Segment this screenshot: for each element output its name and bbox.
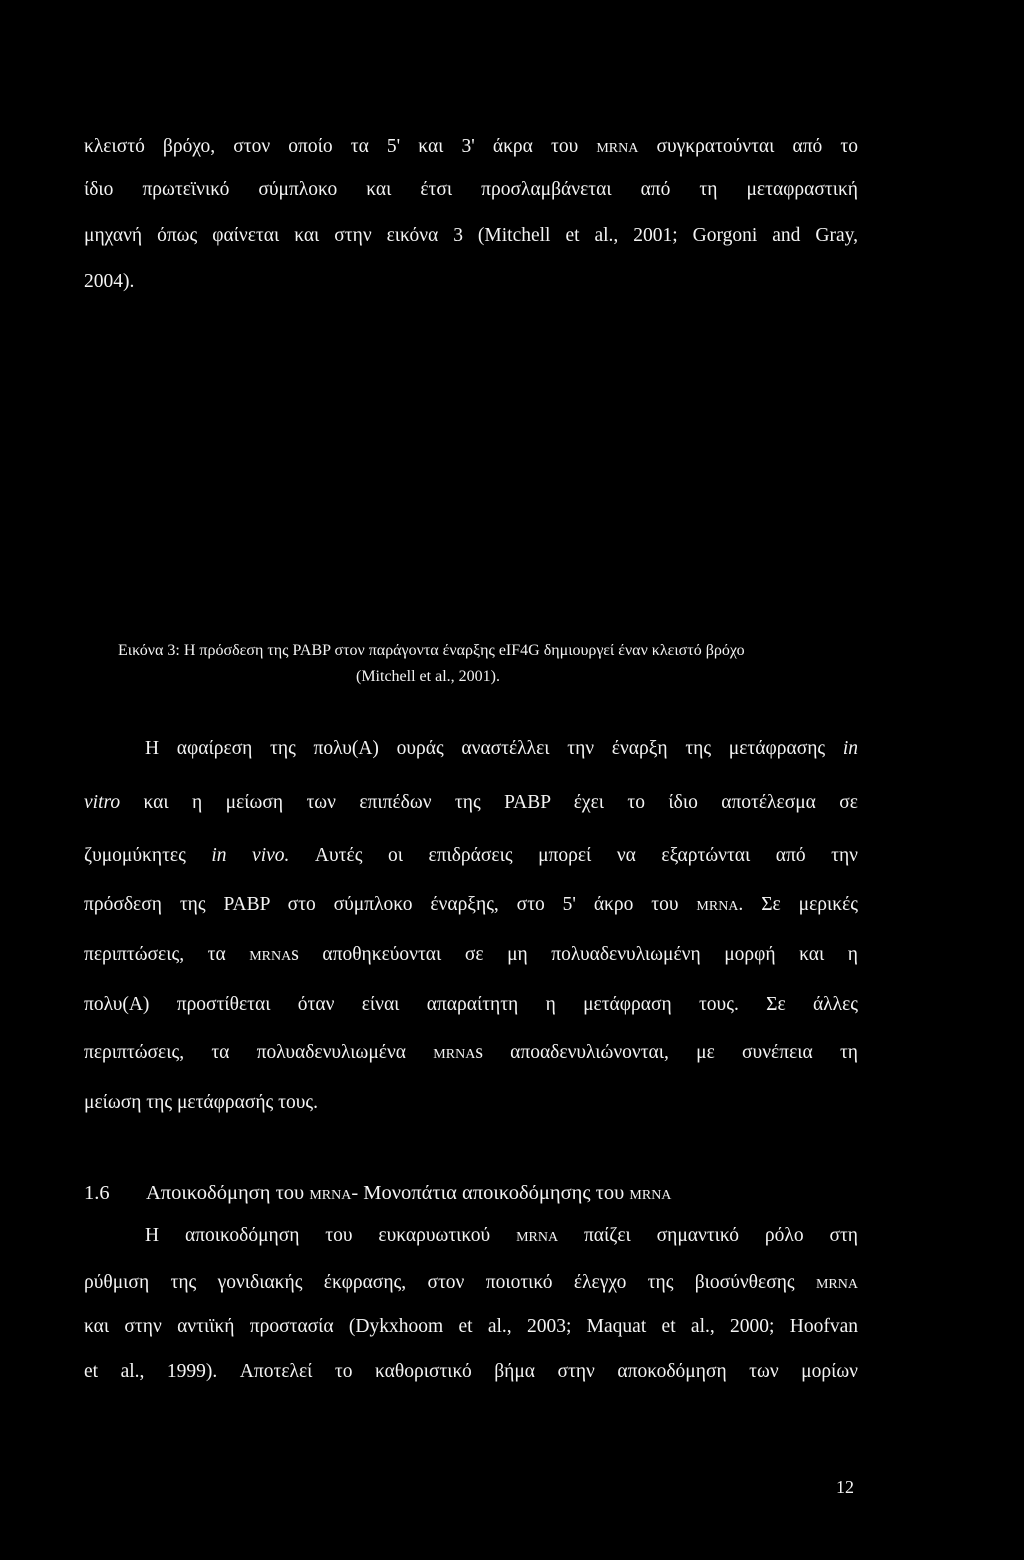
- text-run: ζυμομύκητες: [84, 845, 212, 866]
- paragraph-line: [84, 1357, 858, 1387]
- paragraph-line: [84, 940, 858, 970]
- text-run: 2004).: [84, 271, 135, 292]
- text-run: κλειστό βρόχο, στον οποίο τα 5' και 3' άκρα του: [84, 136, 597, 157]
- paragraph-line: [84, 841, 858, 871]
- text-run: . Σε μερικές: [738, 894, 858, 915]
- text-run: Η αφαίρεση της πολυ(Α) ουράς αναστέλλει την έναρξη της μετάφρασης: [145, 738, 843, 759]
- text-run: et al., 1999). Αποτελεί το καθοριστικό βήμα στην αποκοδόμηση των μορίων: [84, 1361, 858, 1382]
- smallcaps-term: mrna: [516, 1225, 559, 1246]
- text-run: Εικόνα 3: Η πρόσδεση της PABP στον παράγοντα έναρξης eIF4G δημιουργεί έναν κλειστό βρόχο: [118, 642, 745, 659]
- smallcaps-term: mrna: [596, 136, 639, 157]
- page-number: 12: [836, 1477, 854, 1497]
- text-run: πολυ(Α) προστίθεται όταν είναι απαραίτητη η μετάφραση τους. Σε άλλες: [84, 994, 858, 1015]
- paragraph-line: [84, 1268, 858, 1298]
- smallcaps-term: mrna: [433, 1042, 476, 1063]
- text-run: μηχανή όπως φαίνεται και στην εικόνα 3 (Mitchell et al., 2001; Gorgoni and Gray,: [84, 225, 858, 246]
- section-number: 1.6: [84, 1182, 110, 1204]
- paragraph-line: [145, 734, 858, 764]
- paragraph-line: [84, 990, 858, 1020]
- text-run: Αποικοδόμηση του: [146, 1182, 310, 1204]
- text-run: περιπτώσεις, τα: [84, 944, 250, 965]
- paragraph-line: [84, 890, 858, 920]
- text-run: ίδιο πρωτεϊνικό σύμπλοκο και έτσι προσλαμβάνεται από τη μεταφραστική: [84, 179, 858, 200]
- paragraph-line: [84, 1038, 858, 1068]
- paragraph-line: [84, 267, 858, 297]
- text-run: s αποαδενυλιώνονται, με συνέπεια τη: [475, 1042, 858, 1063]
- text-run: s αποθηκεύονται σε μη πολυαδενυλιωμένη μορφή και η: [291, 944, 858, 965]
- smallcaps-term: mrna: [249, 944, 292, 965]
- text-run: Αυτές οι επιδράσεις μπορεί να εξαρτώνται από την: [289, 845, 858, 866]
- text-run: ρύθμιση της γονιδιακής έκφρασης, στον ποιοτικό έλεγχο της βιοσύνθεσης: [84, 1272, 816, 1293]
- smallcaps-term: mrna: [815, 1272, 858, 1293]
- figure-caption-line: [356, 662, 656, 692]
- smallcaps-term: mrna: [696, 894, 739, 915]
- paragraph-line: [145, 1221, 858, 1251]
- text-run: παίζει σημαντικό ρόλο στη: [558, 1225, 858, 1246]
- text-run: και η μείωση των επιπέδων της PABP έχει το ίδιο αποτέλεσμα σε: [120, 792, 858, 813]
- text-run: πρόσδεση της PABP στο σύμπλοκο έναρξης, στο 5' άκρο του: [84, 894, 697, 915]
- text-run: (Mitchell et al., 2001).: [356, 668, 500, 685]
- paragraph-line: [84, 1088, 858, 1118]
- smallcaps-term: mrna: [629, 1182, 672, 1204]
- paragraph-line: [84, 221, 858, 251]
- paragraph-line: [84, 788, 858, 818]
- section-title: [146, 1178, 846, 1208]
- text-run: - Μονοπάτια αποικοδόμησης του: [351, 1182, 630, 1204]
- text-run: συγκρατούνται από το: [638, 136, 858, 157]
- italic-term: vitro: [84, 792, 121, 813]
- italic-term: in vivo.: [211, 845, 290, 866]
- paragraph-line: [84, 1312, 858, 1342]
- text-run: Η αποικοδόμηση του ευκαρυωτικού: [145, 1225, 517, 1246]
- paragraph-line: [84, 175, 858, 205]
- paragraph-line: [84, 132, 858, 162]
- smallcaps-term: mrna: [309, 1182, 352, 1204]
- italic-term: in: [842, 738, 858, 759]
- text-run: μείωση της μετάφρασής τους.: [84, 1092, 318, 1113]
- text-run: περιπτώσεις, τα πολυαδενυλιωμένα: [84, 1042, 434, 1063]
- text-run: και στην αντιϊκή προστασία (Dykxhoom et al., 2003; Maquat et al., 2000; Hoofvan: [84, 1316, 858, 1337]
